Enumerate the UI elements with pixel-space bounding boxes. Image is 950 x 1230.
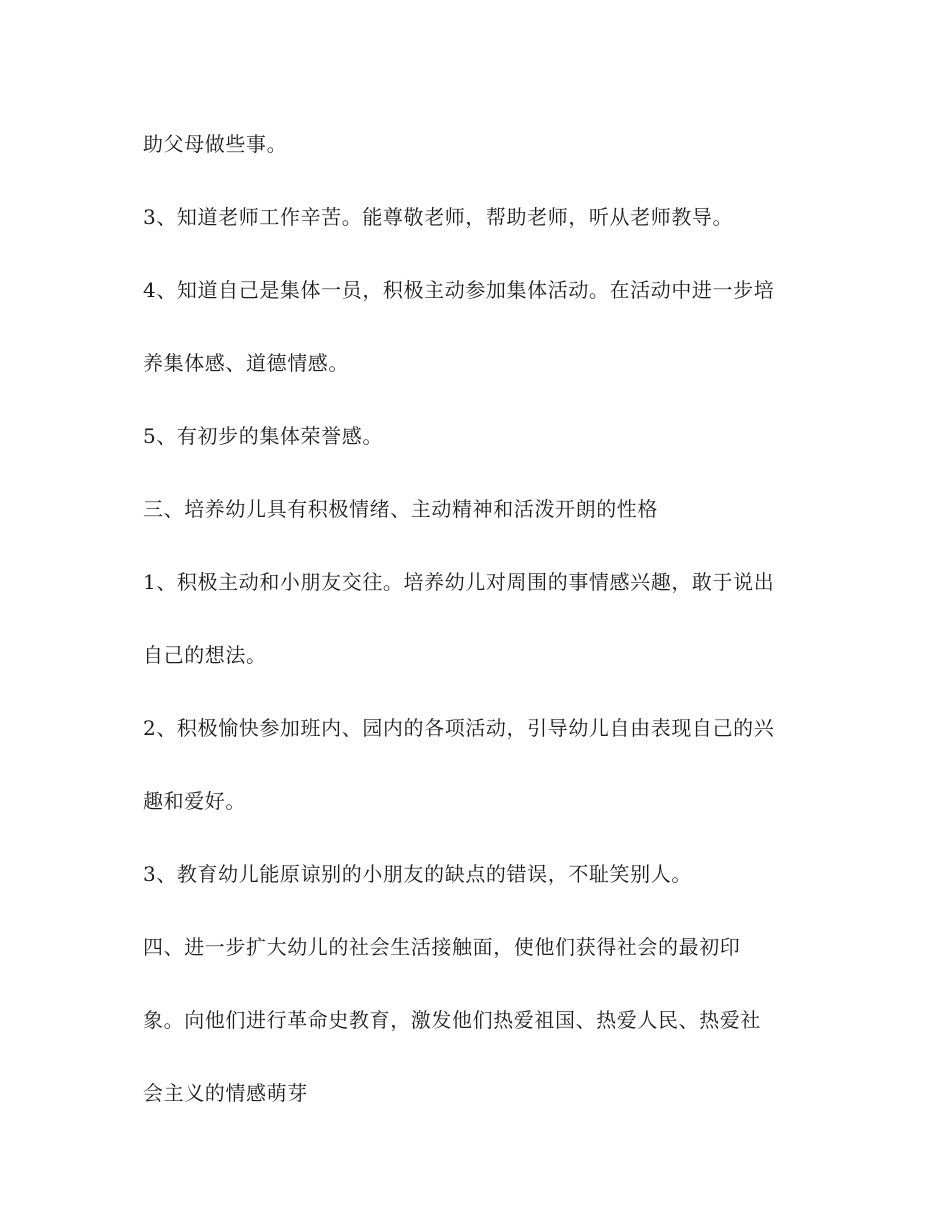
- text-line: 象。向他们进行革命史教育，激发他们热爱祖国、热爱人民、热爱社: [143, 1008, 761, 1032]
- text-line: 5、有初步的集体荣誉感。: [143, 424, 383, 448]
- section-heading: 四、进一步扩大幼儿的社会生活接触面，使他们获得社会的最初印: [143, 935, 741, 959]
- text-line: 3、教育幼儿能原谅别的小朋友的缺点的错误，不耻笑别人。: [143, 862, 692, 886]
- text-line: 会主义的情感萌芽: [143, 1081, 308, 1105]
- section-heading: 三、培养幼儿具有积极情绪、主动精神和活泼开朗的性格: [143, 497, 658, 521]
- text-line: 4、知道自己是集体一员，积极主动参加集体活动。在活动中进一步培: [143, 278, 775, 302]
- text-line: 自己的想法。: [143, 643, 267, 667]
- text-line: 趣和爱好。: [143, 789, 246, 813]
- text-line: 1、积极主动和小朋友交往。培养幼儿对周围的事情感兴趣，敢于说出: [143, 570, 775, 594]
- text-line: 养集体感、道德情感。: [143, 351, 349, 375]
- text-line: 助父母做些事。: [143, 132, 288, 156]
- text-line: 2、积极愉快参加班内、园内的各项活动，引导幼儿自由表现自己的兴: [143, 716, 775, 740]
- text-line: 3、知道老师工作辛苦。能尊敬老师，帮助老师，听从老师教导。: [143, 205, 734, 229]
